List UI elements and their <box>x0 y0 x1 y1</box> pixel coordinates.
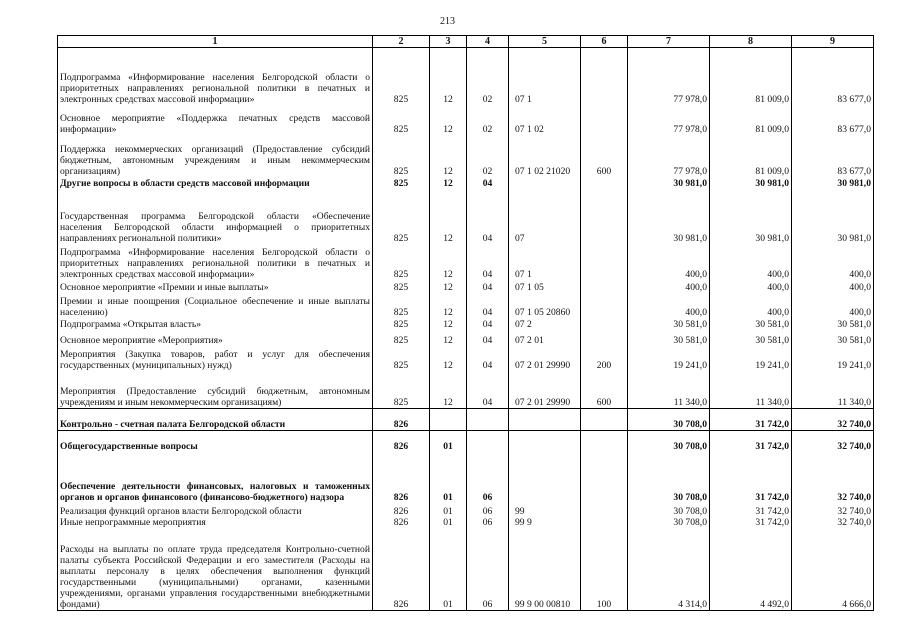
subsection-cell: 04 <box>467 318 509 330</box>
section-cell <box>430 409 467 431</box>
amount-year2-cell: 400,0 <box>710 244 792 280</box>
section-cell: 12 <box>430 48 467 105</box>
amount-year1-cell: 30 581,0 <box>628 318 710 330</box>
amount-year3-cell: 32 740,0 <box>792 503 874 517</box>
subsection-cell: 04 <box>467 371 509 409</box>
amount-year1-cell: 30 708,0 <box>628 431 710 452</box>
expense-type-cell: 100 <box>581 528 628 611</box>
amount-year3-cell: 83 677,0 <box>792 135 874 177</box>
section-cell: 12 <box>430 330 467 346</box>
table-row <box>58 177 874 189</box>
expense-type-cell <box>581 517 628 528</box>
glava-cell: 826 <box>373 431 430 452</box>
amount-year1-cell: 30 581,0 <box>628 330 710 346</box>
amount-year1-cell: 400,0 <box>628 244 710 280</box>
amount-year1-cell: 30 708,0 <box>628 409 710 431</box>
section-cell: 12 <box>430 177 467 189</box>
section-cell: 12 <box>430 371 467 409</box>
expense-type-cell <box>581 318 628 330</box>
amount-year2-cell: 11 340,0 <box>710 371 792 409</box>
expense-type-cell <box>581 189 628 244</box>
glava-cell: 825 <box>373 105 430 135</box>
subsection-cell: 06 <box>467 452 509 503</box>
glava-cell: 826 <box>373 528 430 611</box>
expense-type-cell: 200 <box>581 346 628 371</box>
target-article-cell <box>509 452 581 503</box>
expense-type-cell <box>581 280 628 293</box>
column-header: 9 <box>792 36 874 48</box>
target-article-cell: 07 2 01 29990 <box>509 346 581 371</box>
amount-year3-cell: 32 740,0 <box>792 517 874 528</box>
subsection-cell <box>467 409 509 431</box>
row-name-cell: Поддержка некоммерческих организаций (Предоставление субсидий бюджетным, автономным учреждениям и иным некоммерческим организациям) <box>58 135 373 177</box>
table-row <box>58 135 874 177</box>
target-article-cell: 07 2 <box>509 318 581 330</box>
amount-year2-cell: 81 009,0 <box>710 48 792 105</box>
target-article-cell: 07 1 <box>509 48 581 105</box>
expense-type-cell <box>581 409 628 431</box>
row-name-cell: Иные непрограммные мероприятия <box>58 517 373 528</box>
section-cell: 12 <box>430 293 467 318</box>
expense-type-cell <box>581 105 628 135</box>
amount-year1-cell: 30 708,0 <box>628 503 710 517</box>
glava-cell: 825 <box>373 48 430 105</box>
amount-year1-cell: 400,0 <box>628 280 710 293</box>
column-number-row <box>58 36 874 48</box>
target-article-cell: 07 1 02 <box>509 105 581 135</box>
amount-year3-cell: 32 740,0 <box>792 452 874 503</box>
amount-year2-cell: 31 742,0 <box>710 517 792 528</box>
expense-type-cell <box>581 330 628 346</box>
table-row <box>58 431 874 452</box>
amount-year2-cell: 30 981,0 <box>710 177 792 189</box>
amount-year2-cell: 30 581,0 <box>710 330 792 346</box>
amount-year3-cell: 32 740,0 <box>792 409 874 431</box>
amount-year1-cell: 19 241,0 <box>628 346 710 371</box>
section-cell: 12 <box>430 318 467 330</box>
section-cell: 12 <box>430 135 467 177</box>
section-cell: 01 <box>430 452 467 503</box>
table-row <box>58 293 874 318</box>
glava-cell: 825 <box>373 280 430 293</box>
expense-type-cell <box>581 48 628 105</box>
subsection-cell: 02 <box>467 105 509 135</box>
table-row <box>58 503 874 517</box>
amount-year3-cell: 83 677,0 <box>792 48 874 105</box>
glava-cell: 826 <box>373 452 430 503</box>
amount-year3-cell: 19 241,0 <box>792 346 874 371</box>
subsection-cell: 04 <box>467 280 509 293</box>
table-row <box>58 105 874 135</box>
budget-table-sheet <box>57 35 873 611</box>
amount-year3-cell: 83 677,0 <box>792 105 874 135</box>
budget-table <box>57 35 874 611</box>
subsection-cell: 04 <box>467 346 509 371</box>
amount-year1-cell: 30 981,0 <box>628 177 710 189</box>
table-row <box>58 346 874 371</box>
expense-type-cell <box>581 452 628 503</box>
table-row <box>58 244 874 280</box>
column-header: 2 <box>373 36 430 48</box>
column-header: 4 <box>467 36 509 48</box>
amount-year3-cell: 32 740,0 <box>792 431 874 452</box>
amount-year3-cell: 30 581,0 <box>792 330 874 346</box>
target-article-cell: 07 1 05 <box>509 280 581 293</box>
amount-year1-cell: 11 340,0 <box>628 371 710 409</box>
glava-cell: 826 <box>373 409 430 431</box>
target-article-cell <box>509 431 581 452</box>
table-row <box>58 517 874 528</box>
subsection-cell: 04 <box>467 177 509 189</box>
glava-cell: 825 <box>373 293 430 318</box>
expense-type-cell <box>581 177 628 189</box>
row-name-cell: Подпрограмма «Открытая власть» <box>58 318 373 330</box>
amount-year2-cell: 31 742,0 <box>710 503 792 517</box>
glava-cell: 825 <box>373 177 430 189</box>
row-name-cell: Мероприятия (Предоставление субсидий бюджетным, автономным учреждениям и иным некоммерческим организациям) <box>58 371 373 409</box>
subsection-cell: 06 <box>467 503 509 517</box>
expense-type-cell <box>581 503 628 517</box>
column-header: 8 <box>710 36 792 48</box>
subsection-cell: 02 <box>467 48 509 105</box>
amount-year2-cell: 19 241,0 <box>710 346 792 371</box>
row-name-cell: Контрольно - счетная палата Белгородской области <box>58 409 373 431</box>
amount-year1-cell: 4 314,0 <box>628 528 710 611</box>
row-name-cell: Основное мероприятие «Премии и иные выплаты» <box>58 280 373 293</box>
target-article-cell: 99 9 <box>509 517 581 528</box>
target-article-cell: 07 1 <box>509 244 581 280</box>
row-name-cell: Реализация функций органов власти Белгородской области <box>58 503 373 517</box>
amount-year2-cell: 30 981,0 <box>710 189 792 244</box>
glava-cell: 825 <box>373 346 430 371</box>
table-row <box>58 528 874 611</box>
amount-year1-cell: 30 981,0 <box>628 189 710 244</box>
column-header: 5 <box>509 36 581 48</box>
row-name-cell: Обеспечение деятельности финансовых, налоговых и таможенных органов и органов финансового (финансово-бюджетного) надзора <box>58 452 373 503</box>
column-header: 7 <box>628 36 710 48</box>
amount-year1-cell: 30 708,0 <box>628 452 710 503</box>
amount-year1-cell: 30 708,0 <box>628 517 710 528</box>
glava-cell: 825 <box>373 330 430 346</box>
amount-year3-cell: 4 666,0 <box>792 528 874 611</box>
expense-type-cell <box>581 244 628 280</box>
expense-type-cell: 600 <box>581 371 628 409</box>
subsection-cell: 04 <box>467 244 509 280</box>
subsection-cell: 02 <box>467 135 509 177</box>
section-cell: 01 <box>430 528 467 611</box>
table-row <box>58 330 874 346</box>
column-header: 1 <box>58 36 373 48</box>
amount-year2-cell: 81 009,0 <box>710 135 792 177</box>
row-name-cell: Основное мероприятие «Поддержка печатных средств массовой информации» <box>58 105 373 135</box>
section-cell: 12 <box>430 244 467 280</box>
amount-year2-cell: 400,0 <box>710 280 792 293</box>
amount-year3-cell: 30 581,0 <box>792 318 874 330</box>
section-cell: 01 <box>430 431 467 452</box>
section-cell: 01 <box>430 503 467 517</box>
amount-year1-cell: 77 978,0 <box>628 48 710 105</box>
target-article-cell: 07 1 05 20860 <box>509 293 581 318</box>
target-article-cell: 07 2 01 29990 <box>509 371 581 409</box>
amount-year2-cell: 30 581,0 <box>710 318 792 330</box>
row-name-cell: Расходы на выплаты по оплате труда председателя Контрольно-счетной палаты субъекта Российской Федерации и его заместителя (Расходы на выплаты персоналу в целях обеспечения выполнения функций государственными (муниципальными) органами, казенными учреждениями, органами управления государственными внебюджетными фондами) <box>58 528 373 611</box>
subsection-cell: 04 <box>467 293 509 318</box>
target-article-cell: 07 <box>509 189 581 244</box>
glava-cell: 826 <box>373 503 430 517</box>
amount-year3-cell: 400,0 <box>792 293 874 318</box>
row-name-cell: Подпрограмма «Информирование населения Белгородской области о приоритетных направлениях региональной политики в печатных и электронных средствах массовой информации» <box>58 48 373 105</box>
table-row <box>58 452 874 503</box>
amount-year3-cell: 400,0 <box>792 244 874 280</box>
column-header: 6 <box>581 36 628 48</box>
section-cell: 01 <box>430 517 467 528</box>
row-name-cell: Премии и иные поощрения (Социальное обеспечение и иные выплаты населению) <box>58 293 373 318</box>
section-cell: 12 <box>430 105 467 135</box>
section-cell: 12 <box>430 346 467 371</box>
amount-year3-cell: 30 981,0 <box>792 177 874 189</box>
row-name-cell: Подпрограмма «Информирование населения Белгородской области о приоритетных направлениях региональной политики в печатных и электронных средствах массовой информации» <box>58 244 373 280</box>
glava-cell: 825 <box>373 135 430 177</box>
amount-year1-cell: 400,0 <box>628 293 710 318</box>
target-article-cell: 07 1 02 21020 <box>509 135 581 177</box>
row-name-cell: Основное мероприятие «Мероприятия» <box>58 330 373 346</box>
glava-cell: 825 <box>373 189 430 244</box>
subsection-cell <box>467 431 509 452</box>
table-row <box>58 280 874 293</box>
amount-year1-cell: 77 978,0 <box>628 135 710 177</box>
table-row <box>58 318 874 330</box>
subsection-cell: 06 <box>467 517 509 528</box>
glava-cell: 826 <box>373 517 430 528</box>
table-row <box>58 189 874 244</box>
amount-year2-cell: 31 742,0 <box>710 409 792 431</box>
subsection-cell: 04 <box>467 189 509 244</box>
table-row <box>58 371 874 409</box>
subsection-cell: 04 <box>467 330 509 346</box>
amount-year3-cell: 30 981,0 <box>792 189 874 244</box>
section-cell: 12 <box>430 280 467 293</box>
glava-cell: 825 <box>373 318 430 330</box>
target-article-cell <box>509 409 581 431</box>
amount-year1-cell: 77 978,0 <box>628 105 710 135</box>
amount-year2-cell: 81 009,0 <box>710 105 792 135</box>
target-article-cell: 07 2 01 <box>509 330 581 346</box>
expense-type-cell: 600 <box>581 135 628 177</box>
target-article-cell: 99 9 00 00810 <box>509 528 581 611</box>
amount-year3-cell: 400,0 <box>792 280 874 293</box>
amount-year2-cell: 31 742,0 <box>710 452 792 503</box>
page-number: 213 <box>440 16 455 27</box>
amount-year2-cell: 4 492,0 <box>710 528 792 611</box>
target-article-cell <box>509 177 581 189</box>
row-name-cell: Мероприятия (Закупка товаров, работ и услуг для обеспечения государственных (муниципальных) нужд) <box>58 346 373 371</box>
amount-year3-cell: 11 340,0 <box>792 371 874 409</box>
table-row <box>58 409 874 431</box>
amount-year2-cell: 31 742,0 <box>710 431 792 452</box>
column-header: 3 <box>430 36 467 48</box>
table-row <box>58 48 874 105</box>
section-cell: 12 <box>430 189 467 244</box>
subsection-cell: 06 <box>467 528 509 611</box>
glava-cell: 825 <box>373 244 430 280</box>
row-name-cell: Государственная программа Белгородской области «Обеспечение населения Белгородской области информацией о приоритетных направлениях региональной политики» <box>58 189 373 244</box>
row-name-cell: Общегосударственные вопросы <box>58 431 373 452</box>
expense-type-cell <box>581 431 628 452</box>
amount-year2-cell: 400,0 <box>710 293 792 318</box>
glava-cell: 825 <box>373 371 430 409</box>
expense-type-cell <box>581 293 628 318</box>
row-name-cell: Другие вопросы в области средств массовой информации <box>58 177 373 189</box>
target-article-cell: 99 <box>509 503 581 517</box>
